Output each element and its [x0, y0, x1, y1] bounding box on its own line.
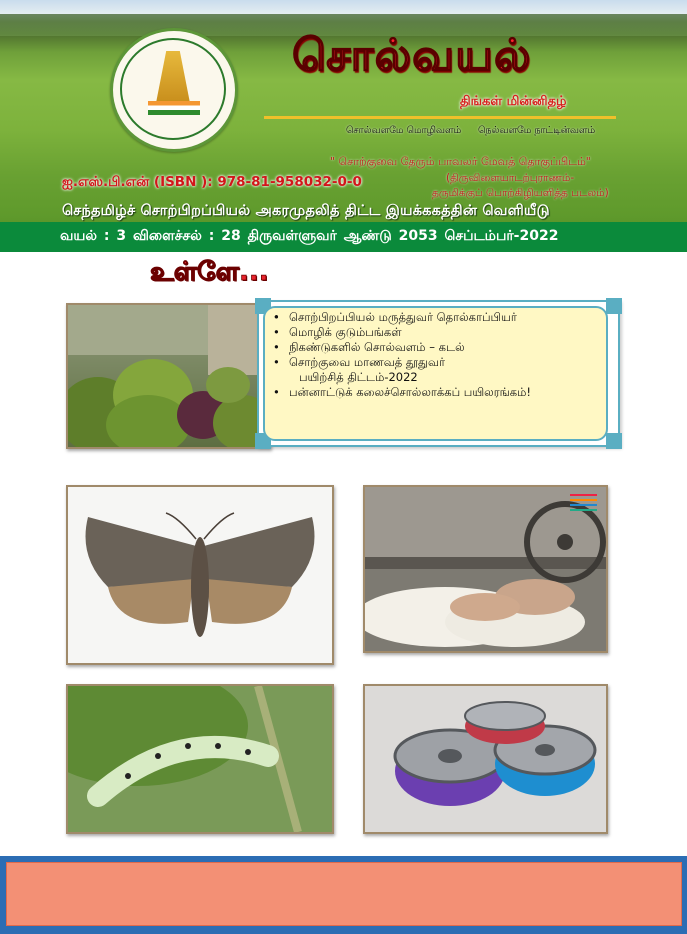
- contents-list: [265, 310, 606, 400]
- inside-heading: உள்ளே...: [150, 257, 269, 287]
- contents-box: [257, 300, 620, 447]
- magazine-title: சொல்வயல்: [292, 30, 532, 81]
- contents-panel: [263, 306, 608, 441]
- isbn-number: ஐ.எஸ்.பி.என் (ISBN ): 978-81-958032-0-0: [62, 174, 362, 190]
- epigraph-source-line1: (திருவிளையாடற்புராணம்-: [446, 172, 575, 184]
- bobbins-image: [365, 686, 606, 832]
- caterpillar-photo: [66, 684, 334, 834]
- footer-panel: [6, 862, 682, 926]
- issue-details: வயல் : 3 விளைச்சல் : 28 திருவள்ளுவர் ஆண்டு 2053 செப்டம்பர்-2022: [60, 228, 559, 244]
- contents-item[interactable]: • மொழிக் குடும்பங்கள்: [289, 325, 606, 340]
- magazine-subtitle: திங்கள் மின்னிதழ்: [460, 94, 567, 109]
- publisher-line: செந்தமிழ்ச் சொற்பிறப்பியல் அகரமுதலித் திட்ட இயக்ககத்தின் வெளியீடு: [62, 203, 550, 219]
- garden-photo: [66, 303, 271, 449]
- cotton-photo: [363, 485, 608, 653]
- moth-image: [68, 487, 332, 663]
- title-underline: [264, 116, 616, 119]
- contents-item[interactable]: • நிகண்டுகளில் சொல்வளம் – கடல்: [289, 340, 606, 355]
- bobbins-photo: [363, 684, 608, 834]
- contents-item-continuation: பயிற்சித் திட்டம்-2022: [299, 370, 418, 384]
- box-corner: [606, 433, 622, 449]
- epigraph-source-line2: தருமிக்குப் பொற்கிழியளித்த படலம்): [432, 187, 609, 199]
- contents-item[interactable]: • சொற்குவை மாணவத் தூதுவர் பயிற்சித் திட்டம்-2022: [289, 355, 606, 385]
- motto-right: நெல்வளமே நாட்டின்வளம்: [478, 125, 596, 136]
- cotton-image: [365, 487, 606, 651]
- box-corner: [606, 298, 622, 314]
- contents-item[interactable]: • பன்னாட்டுக் கலைச்சொல்லாக்கப் பயிலரங்கம்!: [289, 385, 606, 400]
- contents-item[interactable]: • சொற்பிறப்பியல் மருத்துவர் தொல்காப்பியர்: [289, 310, 606, 325]
- caterpillar-image: [68, 686, 332, 832]
- cover-header: [0, 0, 687, 252]
- motto-left: சொல்வளமே மொழிவளம்: [346, 125, 462, 136]
- moth-photo: [66, 485, 334, 665]
- tamil-nadu-seal: [110, 28, 238, 152]
- garden-image: [68, 305, 269, 447]
- epigraph-quote: " சொற்குவை தேரும் பாவலர் மேவத் தொகுப்பிடம்": [330, 155, 591, 168]
- flag-icon: [148, 101, 200, 115]
